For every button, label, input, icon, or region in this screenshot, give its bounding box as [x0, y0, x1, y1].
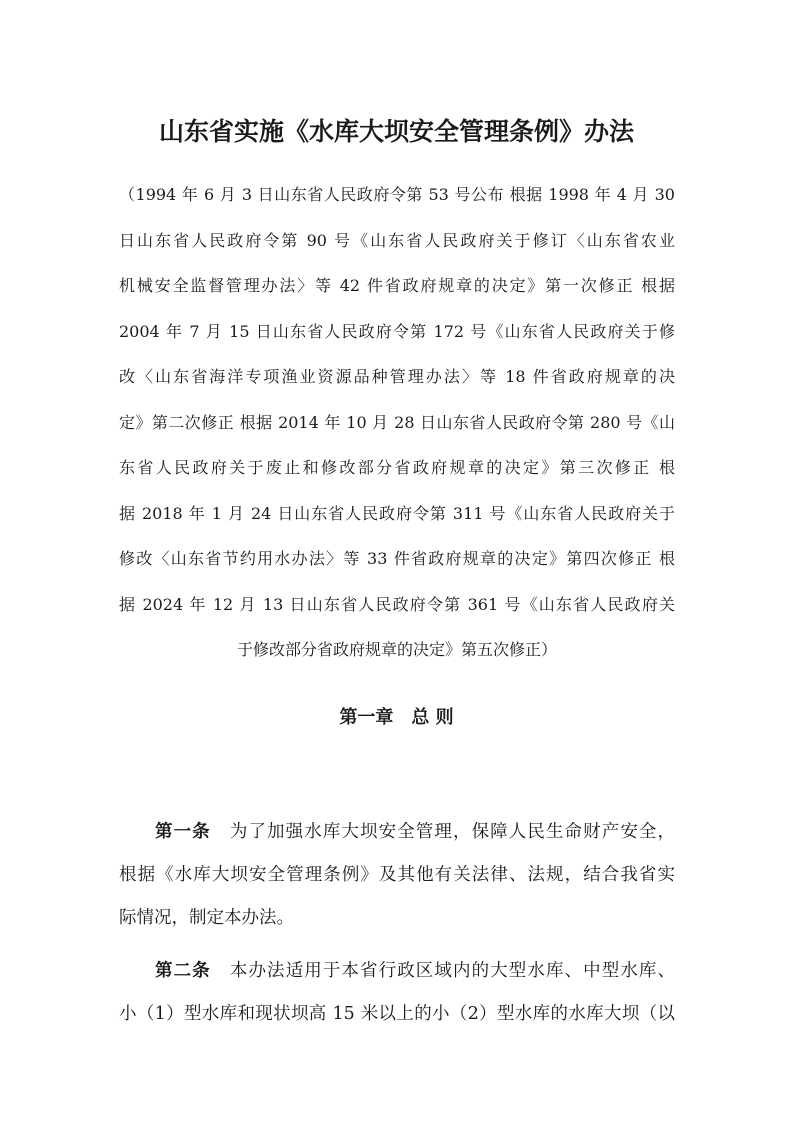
- history-line: 机械安全监督管理办法〉等 42 件省政府规章的决定》第一次修正 根据: [119, 276, 675, 295]
- history-line: 修改〈山东省节约用水办法〉等 33 件省政府规章的决定》第四次修正 根: [119, 549, 675, 568]
- chapter-number: 第一章: [339, 707, 394, 728]
- article-1: [119, 811, 675, 940]
- chapter-heading: [0, 700, 793, 736]
- chapter-name: 总 则: [411, 707, 454, 728]
- article-label: 第二条: [155, 961, 211, 981]
- article-label: 第一条: [155, 822, 211, 842]
- history-line: （1994 年 6 月 3 日山东省人民政府令第 53 号公布 根据 1998 年 4 月 30: [119, 185, 675, 204]
- article-text: 为了加强水库大坝安全管理，保障人民生命财产安全，: [228, 822, 676, 842]
- article-text: 本办法适用于本省行政区域内的大型水库、中型水库、: [228, 961, 676, 981]
- article-first-line: [119, 950, 675, 993]
- history-line: 于修改部分省政府规章的决定》第五次修正）: [236, 640, 557, 659]
- article-2: [119, 950, 675, 1036]
- history-line: 东省人民政府关于废止和修改部分省政府规章的决定》第三次修正 根: [119, 458, 675, 477]
- history-line: 据 2018 年 1 月 24 日山东省人民政府令第 311 号《山东省人民政府关于: [119, 503, 675, 523]
- article-line: 小（1）型水库和现状坝高 15 米以上的小（2）型水库的水库大坝（以: [119, 1004, 675, 1024]
- history-line: 定》第二次修正 根据 2014 年 10 月 28 日山东省人民政府令第 280 号《山: [119, 412, 675, 432]
- history-line: 据 2024 年 12 月 13 日山东省人民政府令第 361 号《山东省人民政府关: [119, 594, 675, 614]
- history-line: 日山东省人民政府令第 90 号《山东省人民政府关于修订〈山东省农业: [119, 230, 675, 250]
- article-first-line: [119, 811, 675, 854]
- document-title: 山东省实施《水库大坝安全管理条例》办法: [158, 117, 634, 146]
- history-line: 改〈山东省海洋专项渔业资源品种管理办法〉等 18 件省政府规章的决: [119, 367, 675, 386]
- article-line: 际情况，制定本办法。: [119, 908, 294, 928]
- article-line: 根据《水库大坝安全管理条例》及其他有关法律、法规，结合我省实: [119, 865, 675, 885]
- history-line: 2004 年 7 月 15 日山东省人民政府令第 172 号《山东省人民政府关于修: [119, 321, 675, 341]
- amendment-history: [119, 172, 675, 673]
